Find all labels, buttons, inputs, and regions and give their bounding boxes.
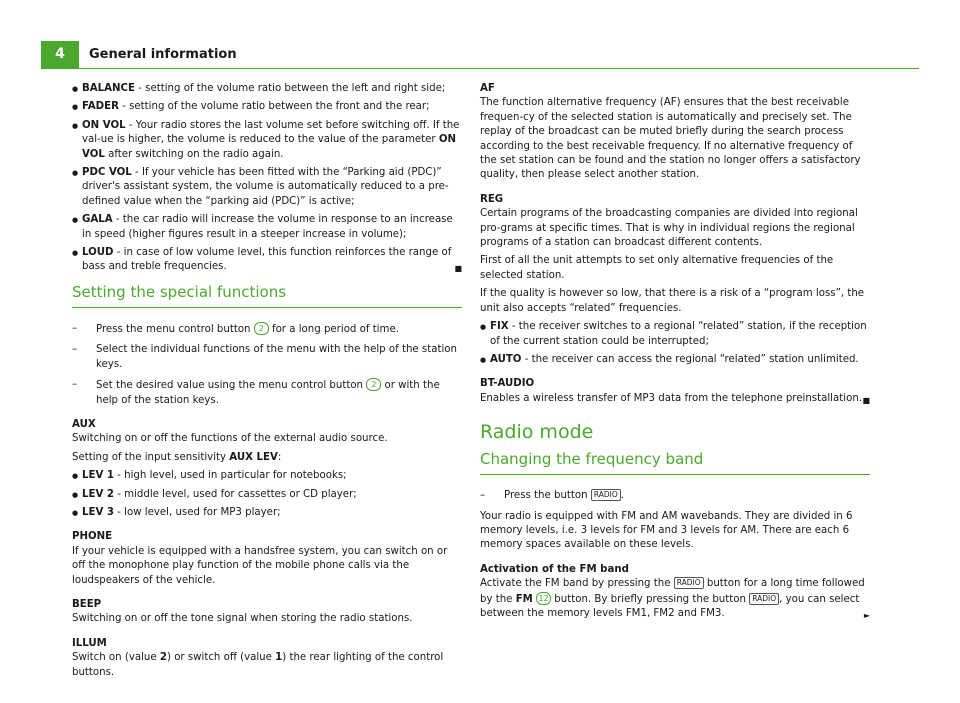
menu-control-button-ref: 2 xyxy=(366,378,381,391)
section-end-mark: ■ xyxy=(454,264,462,274)
bands-text: Your radio is equipped with FM and AM wavebands. They are divided in 6 memory levels, i.e. 3 levels for FM and 3 levels for AM. There are each 6 memory spaces available on these levels. xyxy=(480,510,853,551)
list-item-gala: ● GALA - the car radio will increase the volume in response to an increase in speed (higher figures result in a steeper increase in volume); xyxy=(72,213,462,242)
step-3: – Set the desired value using the menu control button 2 or with the help of the station keys. xyxy=(72,379,440,406)
heading-special-functions: Setting the special functions xyxy=(72,283,462,308)
list-item-balance: ● BALANCE - setting of the volume ratio between the left and right side; xyxy=(72,82,462,96)
list-item-lev1: ● LEV 1 - high level, used in particular for notebooks; xyxy=(72,469,462,483)
menu-control-button-ref: 2 xyxy=(254,322,269,335)
af-text: The function alternative frequency (AF) ensures that the best receivable frequen-cy of the selected station is automatically and precisely set. The replay of the broadcast can be muted briefly during the search process according to the best receivable frequency. If no alternative frequency of the set station can be found and the station no longer offers a satisfactory quality, then please select another station. xyxy=(480,97,861,181)
aux-text: Switching on or off the functions of the external audio source. xyxy=(72,433,388,445)
step-2: – Select the individual functions of the menu with the help of the station keys. xyxy=(72,344,457,370)
beep-title: BEEP xyxy=(72,598,102,610)
left-column xyxy=(72,82,462,684)
fm-text: Activate the FM band by pressing the RADIO button for a long time followed by the FM 12 button. By briefly pressing the button RADIO , you can select between the memory levels FM1, FM2 and FM3. ► xyxy=(480,577,870,621)
heading-frequency-band: Changing the frequency band xyxy=(480,450,870,475)
continue-arrow-icon: ► xyxy=(863,610,870,620)
illum-text: Switch on (value 2) or switch off (value 1) the rear lighting of the control buttons. xyxy=(72,652,444,678)
reg-text-2: First of all the unit attempts to set only alternative frequencies of the selected station. xyxy=(480,255,834,281)
heading-radio-mode: Radio mode xyxy=(480,421,594,444)
reg-title: REG xyxy=(480,193,504,205)
page-header xyxy=(41,41,919,69)
list-item-on-vol: ● ON VOL - Your radio stores the last volume set before switching off. If the val-ue is higher, the volume is reduced to the value of the parameter ON VOL after switching on the radio again. xyxy=(72,119,462,162)
section-end-mark: ■ xyxy=(862,395,870,405)
list-item-pdc-vol: ● PDC VOL - If your vehicle has been fitted with the “Parking aid (PDC)” driver's assistant system, the volume is automatically reduced to a pre-defined value when the “parking aid (PDC)” is active; xyxy=(72,166,462,209)
aux-lev-text: Setting of the input sensitivity AUX LEV: xyxy=(72,451,282,463)
list-item-fader: ● FADER - setting of the volume ratio between the front and the rear; xyxy=(72,100,462,114)
aux-title: AUX xyxy=(72,418,96,430)
illum-title: ILLUM xyxy=(72,637,107,649)
section-title: General information xyxy=(89,47,237,62)
phone-text: If your vehicle is equipped with a handsfree system, you can switch on or off the monophone play function of the mobile phone calls via the loudspeakers of the vehicle. xyxy=(72,545,448,586)
af-title: AF xyxy=(480,83,495,94)
list-item-fix: ● FIX - the receiver switches to a regional “related” station, if the reception of the current station could be interrupted; xyxy=(480,320,870,349)
list-item-lev3: ● LEV 3 - low level, used for MP3 player; xyxy=(72,506,462,520)
reg-text-3: If the quality is however so low, that there is a risk of a “program loss”, the unit also accepts “related” frequencies. xyxy=(480,288,865,314)
radio-key-ref: RADIO xyxy=(674,577,704,589)
bt-audio-title: BT-AUDIO xyxy=(480,378,535,390)
list-item-loud: ● LOUD - in case of low volume level, this function reinforces the range of bass and treble frequencies. ■ xyxy=(72,246,462,275)
reg-text: Certain programs of the broadcasting companies are divided into regional pro-grams at specific times. That is why in individual regions the regional programs of a station can broadcast different contents. xyxy=(480,208,858,249)
list-item-lev2: ● LEV 2 - middle level, used for cassettes or CD player; xyxy=(72,488,462,502)
beep-text: Switching on or off the tone signal when storing the radio stations. xyxy=(72,613,413,625)
phone-title: PHONE xyxy=(72,531,113,543)
list-item-auto: ● AUTO - the receiver can access the regional “related” station unlimited. xyxy=(480,353,870,367)
bt-audio-text: Enables a wireless transfer of MP3 data from the telephone preinstallation. ■ xyxy=(480,392,870,406)
page-number: 4 xyxy=(41,41,79,68)
radio-key-ref: RADIO xyxy=(591,489,621,501)
step-1: – Press the menu control button 2 for a long period of time. xyxy=(72,322,399,335)
right-column xyxy=(480,82,870,625)
radio-key-ref: RADIO xyxy=(749,593,779,605)
fm-title: Activation of the FM band xyxy=(480,563,629,575)
step-press-radio: – Press the button RADIO . xyxy=(480,490,625,502)
fm-button-ref: 12 xyxy=(536,592,551,605)
